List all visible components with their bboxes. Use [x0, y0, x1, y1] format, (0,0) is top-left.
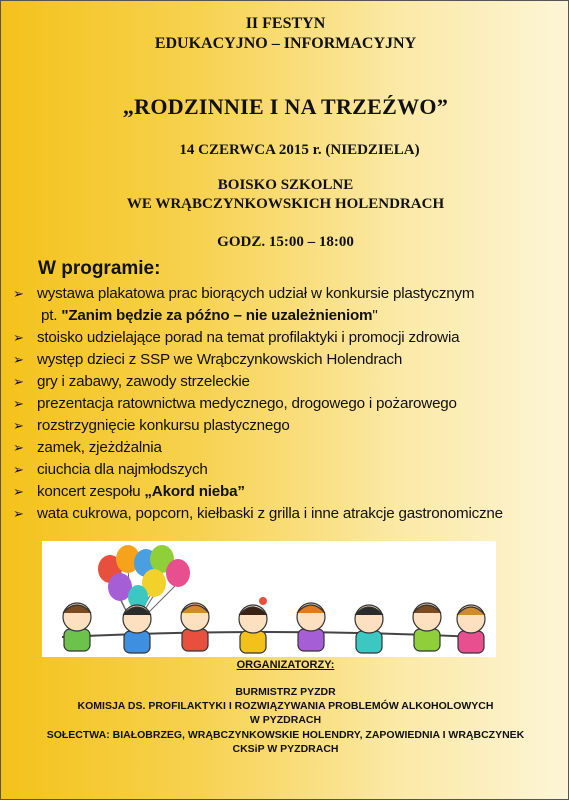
festival-title: „RODZINNIE I NA TRZEŹWO”	[122, 94, 449, 119]
list-item-continuation: pt. "Zanim będzie za późno – nie uzależnieniom"	[41, 307, 378, 324]
list-item: ➢ gry i zabawy, zawody strzeleckie	[9, 371, 564, 393]
arrow-bullet-icon: ➢	[13, 330, 24, 345]
list-item: ➢ ciuchcia dla najmłodszych	[9, 459, 564, 481]
children-with-balloons-illustration	[42, 541, 496, 657]
organizer-line: KOMISJA DS. PROFILAKTYKI I ROZWIĄZYWANIA PROBLEMÓW ALKOHOLOWYCH	[77, 700, 494, 712]
arrow-bullet-icon: ➢	[13, 506, 24, 521]
arrow-bullet-icon: ➢	[13, 462, 24, 477]
program-list	[9, 283, 564, 525]
list-item: ➢ stoisko udzielające porad na temat profilaktyki i promocji zdrowia	[9, 327, 564, 349]
event-place-line1: BOISKO SZKOLNE	[217, 177, 354, 193]
list-item: ➢ rozstrzygnięcie konkursu plastycznego	[9, 415, 564, 437]
arrow-bullet-icon: ➢	[13, 418, 24, 433]
list-item: ➢ zamek, zjeżdżalnia	[9, 437, 564, 459]
event-place-line2: WE WRĄBCZYNKOWSKICH HOLENDRACH	[126, 196, 445, 212]
arrow-bullet-icon: ➢	[13, 440, 24, 455]
festival-edition: II FESTYN	[245, 15, 326, 32]
children-balloons-svg	[42, 541, 496, 657]
festival-type: EDUKACYJNO – INFORMACYJNY	[154, 35, 417, 52]
arrow-bullet-icon: ➢	[13, 352, 24, 367]
arrow-bullet-icon: ➢	[13, 484, 24, 499]
organizer-line: BURMISTRZ PYZDR	[235, 686, 336, 698]
list-item: ➢ koncert zespołu „Akord nieba”	[9, 481, 564, 503]
list-item: ➢ występ dzieci z SSP we Wrąbczynkowskich Holendrach	[9, 349, 564, 371]
program-heading: W programie:	[38, 258, 161, 279]
organizers-heading: ORGANIZATORZY:	[236, 659, 335, 671]
organizer-line: CKSiP W PYZDRACH	[232, 743, 339, 755]
list-item: ➢ prezentacja ratownictwa medycznego, drogowego i pożarowego	[9, 393, 564, 415]
arrow-bullet-icon: ➢	[13, 286, 24, 301]
organizer-line: SOŁECTWA: BIAŁOBRZEG, WRĄBCZYNKOWSKIE HOLENDRY, ZAPOWIEDNIA I WRĄBCZYNEK	[46, 729, 525, 741]
event-date: 14 CZERWCA 2015 r. (NIEDZIELA)	[179, 142, 420, 158]
organizer-line: W PYZDRACH	[249, 714, 322, 726]
arrow-bullet-icon: ➢	[13, 396, 24, 411]
list-item: ➢ wata cukrowa, popcorn, kiełbaski z grilla i inne atrakcje gastronomiczne	[9, 503, 564, 525]
event-time: GODZ. 15:00 – 18:00	[217, 234, 354, 250]
arrow-bullet-icon: ➢	[13, 374, 24, 389]
list-item: ➢ wystawa plakatowa prac biorących udział w konkursie plastycznym	[9, 283, 564, 305]
